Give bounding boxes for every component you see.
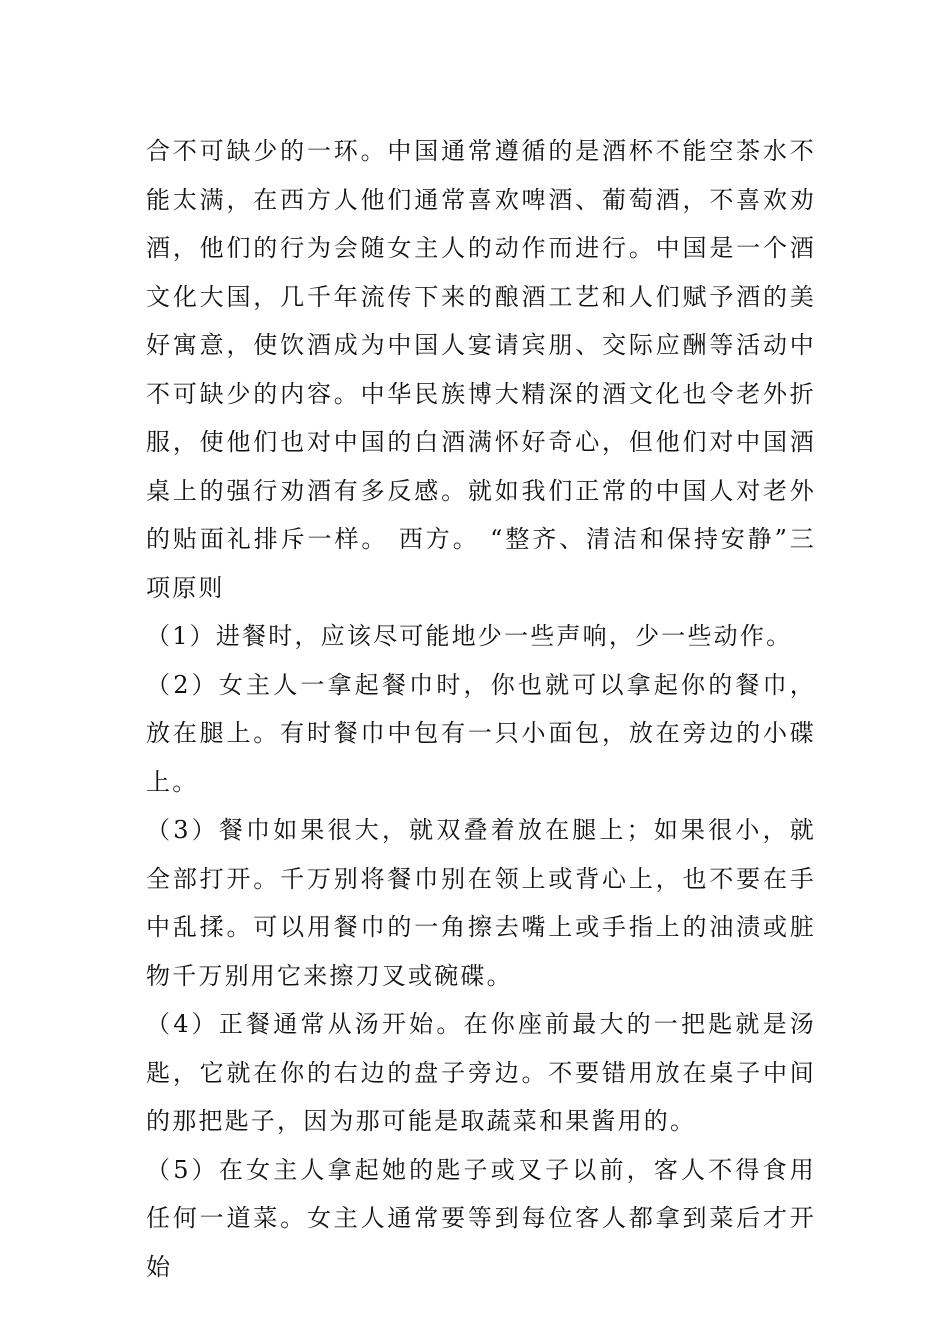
document-page — [146, 127, 816, 1291]
list-item-5: （5）在女主人拿起她的匙子或叉子以前，客人不得食用任何一道菜。女主人通常要等到每位客人都拿到菜后才开始 — [146, 1155, 816, 1281]
list-item-4: （4）正餐通常从汤开始。在你座前最大的一把匙就是汤匙，它就在你的右边的盘子旁边。不要错用放在桌子中间的那把匙子，因为那可能是取蔬菜和果酱用的。 — [146, 1010, 816, 1135]
list-item-2: （2）女主人一拿起餐巾时，你也就可以拿起你的餐巾，放在腿上。有时餐巾中包有一只小面包，放在旁边的小碟上。 — [146, 670, 816, 796]
list-item-1: （1）进餐时，应该尽可能地少一些声响，少一些动作。 — [146, 622, 793, 650]
body-paragraph: 合不可缺少的一环。中国通常遵循的是酒杯不能空茶水不能太满，在西方人他们通常喜欢啤酒、葡萄酒，不喜欢劝酒，他们的行为会随女主人的动作而进行。中国是一个酒文化大国，几千年流传下来的酿酒工艺和人们赋予酒的美好寓意，使饮酒成为中国人宴请宾朋、交际应酬等活动中不可缺少的内容。中华民族博大精深的酒文化也令老外折服，使他们也对中国的白酒满怀好奇心，但他们对中国酒桌上的强行劝酒有多反感。就如我们正常的中国人对老外的贴面礼排斥一样。 西方。 “整齐、清洁和保持安静”三项原则 — [146, 137, 816, 602]
list-item-3: （3）餐巾如果很大，就双叠着放在腿上；如果很小，就全部打开。千万别将餐巾别在领上或背心上，也不要在手中乱揉。可以用餐巾的一角擦去嘴上或手指上的油渍或脏物千万别用它来擦刀叉或碗碟。 — [146, 816, 816, 990]
